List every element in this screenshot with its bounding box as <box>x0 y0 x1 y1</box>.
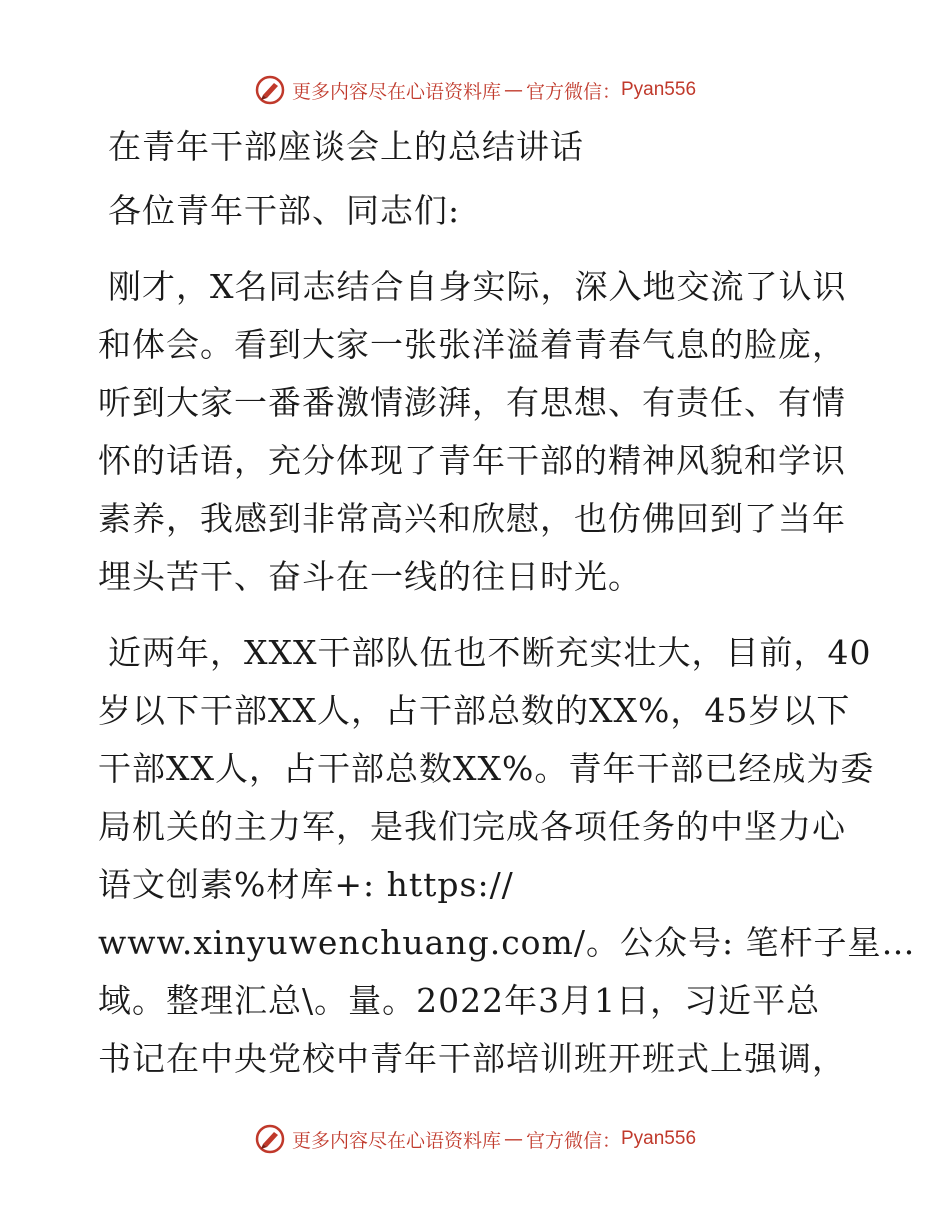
document-title: 在青年干部座谈会上的总结讲话 <box>108 127 584 166</box>
paragraph-line: 书记在中央党校中青年干部培训班开班式上强调， <box>98 1039 846 1078</box>
paragraph-line: 怀的话语，充分体现了青年干部的精神风貌和学识 <box>98 441 846 480</box>
header-banner-dash: — <box>503 79 523 101</box>
footer-banner-suffix: 官方微信： <box>525 1129 621 1152</box>
paragraph-line: 域。整理汇总\。量。2022年3月1日，习近平总 <box>98 981 821 1020</box>
paragraph-line: 语文创素%材库+: https:// <box>98 865 514 904</box>
paragraph-line: 素养，我感到非常高兴和欣慰，也仿佛回到了当年 <box>98 499 846 538</box>
header-banner-handle: Pyan556 <box>621 79 697 100</box>
paragraph-line: 听到大家一番番激情澎湃，有思想、有责任、有情 <box>98 383 846 422</box>
header-banner <box>0 70 950 110</box>
header-banner-suffix: 官方微信： <box>525 80 621 103</box>
paragraph-2 <box>98 624 916 1088</box>
document-body <box>98 118 916 1088</box>
paragraph-line: 刚才，X名同志结合自身实际，深入地交流了认识 <box>108 267 847 306</box>
paragraph-line: 干部XX人，占干部总数XX%。青年干部已经成为委 <box>98 749 875 788</box>
footer-banner-text: 更多内容尽在心语资料库 <box>291 1129 501 1152</box>
footer-banner-handle: Pyan556 <box>621 1128 697 1149</box>
paragraph-1 <box>98 258 858 606</box>
footer-banner-dash: — <box>503 1128 523 1150</box>
paragraph-line: 近两年，XXX干部队伍也不断充实壮大，目前，40 <box>108 633 872 672</box>
logo-icon <box>254 74 286 106</box>
footer-banner <box>0 1119 950 1159</box>
salutation: 各位青年干部、同志们: <box>108 191 461 230</box>
paragraph-line: 局机关的主力军，是我们完成各项任务的中坚力心 <box>98 807 846 846</box>
paragraph-line: 岁以下干部XX人，占干部总数的XX%，45岁以下 <box>98 691 851 730</box>
paragraph-line: 和体会。看到大家一张张洋溢着青春气息的脸庞， <box>98 325 846 364</box>
logo-icon <box>254 1123 286 1155</box>
header-banner-text: 更多内容尽在心语资料库 <box>291 80 501 103</box>
paragraph-line: 埋头苦干、奋斗在一线的往日时光。 <box>98 557 642 596</box>
paragraph-line: www.xinyuwenchuang.com/。公众号: 笔杆子星… <box>98 923 916 962</box>
